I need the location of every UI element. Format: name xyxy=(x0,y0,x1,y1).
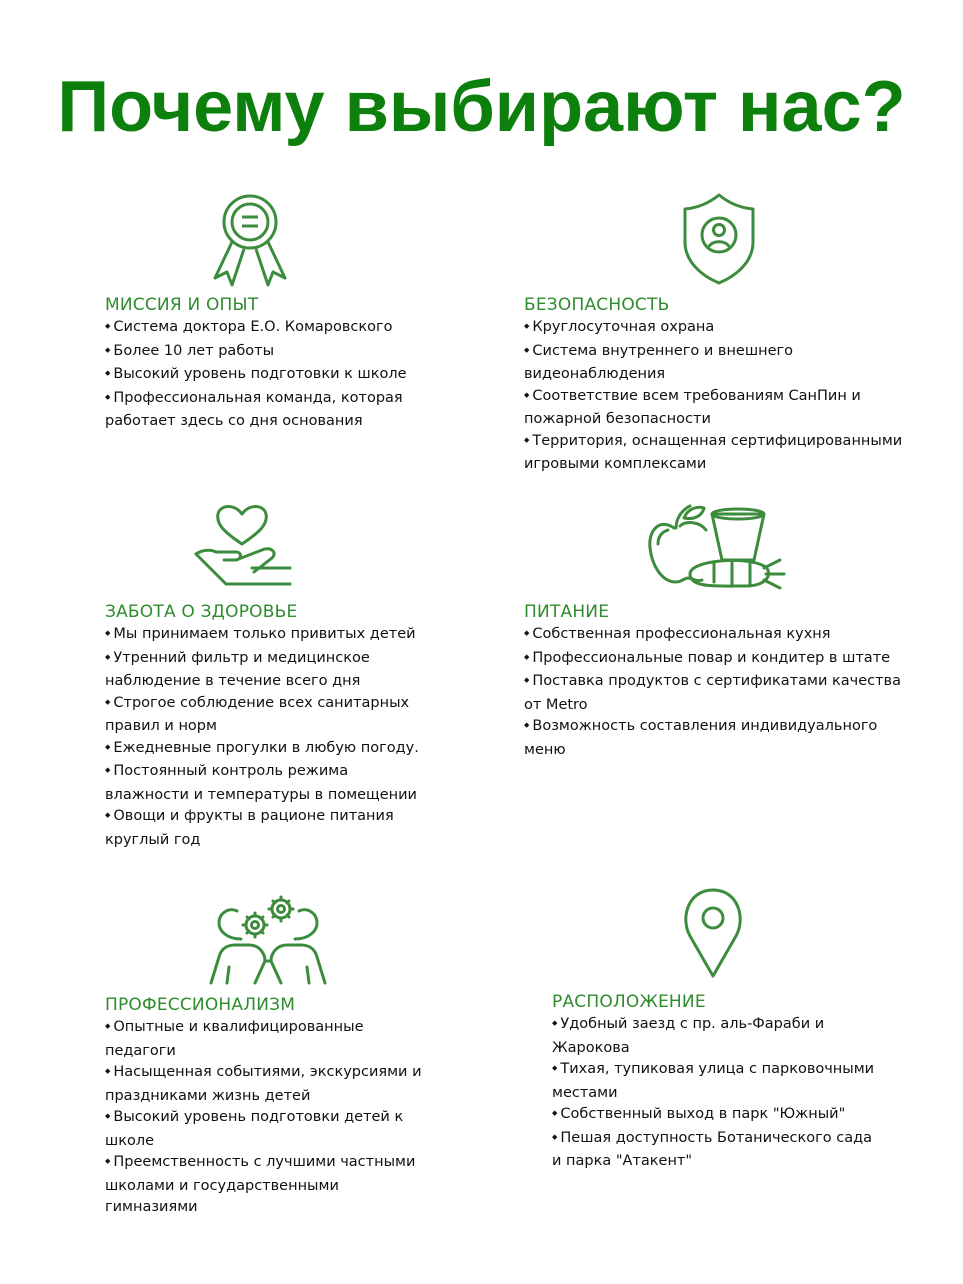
section-location xyxy=(552,991,882,1173)
list-item: ◆ Собственная профессиональная кухня xyxy=(524,624,916,648)
section-professionalism xyxy=(105,994,427,1219)
section-heading: ЗАБОТА О ЗДОРОВЬЕ xyxy=(105,602,298,622)
list-item: ◆ Мы принимаем только привитых детей xyxy=(105,624,423,648)
list-item: ◆ Строгое соблюдение всех санитарных правил и норм xyxy=(105,693,410,738)
list-item: ◆ Высокий уровень подготовки детей к школе xyxy=(105,1107,405,1152)
list-item: ◆ Территория, оснащенная сертифицированными игровыми комплексами xyxy=(524,431,910,476)
list-item: ◆ Система доктора Е.О. Комаровского xyxy=(105,317,415,341)
list-item: ◆ Система внутреннего и внешнего видеонаблюдения xyxy=(524,341,824,386)
list-item: ◆ Собственный выход в парк "Южный" xyxy=(552,1104,882,1128)
list-item: ◆ Пешая доступность Ботанического сада и парка "Атакент" xyxy=(552,1128,882,1173)
list-item: ◆ Тихая, тупиковая улица с парковочными местами xyxy=(552,1059,877,1104)
list-item: ◆ Постоянный контроль режима влажности и температуры в помещении xyxy=(105,761,420,806)
section-heading: ПРОФЕССИОНАЛИЗМ xyxy=(105,995,296,1015)
list-item: ◆ Преемственность с лучшими частными школами и государственными гимназиями xyxy=(105,1152,420,1219)
section-mission xyxy=(105,294,415,433)
food-icon xyxy=(646,500,786,592)
list-item: ◆ Ежедневные прогулки в любую погоду. xyxy=(105,738,423,762)
list-item: ◆ Профессиональные повар и кондитер в штате xyxy=(524,648,916,672)
heart-hand-icon xyxy=(192,502,294,590)
list-item: ◆ Насыщенная событиями, экскурсиями и праздниками жизнь детей xyxy=(105,1062,427,1107)
section-security xyxy=(524,294,910,476)
section-heading: МИССИЯ И ОПЫТ xyxy=(105,295,259,315)
page-title: Почему выбирают нас? xyxy=(57,67,906,147)
list-item: ◆ Поставка продуктов с сертификатами качества от Metro xyxy=(524,671,916,716)
people-gears-icon xyxy=(203,893,333,987)
section-health xyxy=(105,601,423,851)
list-item: ◆ Высокий уровень подготовки к школе xyxy=(105,364,415,388)
list-item: ◆ Соответствие всем требованиям СанПин и пожарной безопасности xyxy=(524,386,869,431)
location-pin-icon xyxy=(682,886,744,980)
list-item: ◆ Удобный заезд с пр. аль-Фараби и Жарокова xyxy=(552,1014,842,1059)
list-item: ◆ Более 10 лет работы xyxy=(105,341,415,365)
section-heading: ПИТАНИЕ xyxy=(524,602,610,622)
award-ribbon-icon xyxy=(208,192,292,288)
list-item: ◆ Возможность составления индивидуального меню xyxy=(524,716,884,761)
section-food xyxy=(524,601,916,761)
list-item: ◆ Круглосуточная охрана xyxy=(524,317,910,341)
list-item: ◆ Овощи и фрукты в рационе питания круглый год xyxy=(105,806,395,851)
list-item: ◆ Утренний фильтр и медицинское наблюдение в течение всего дня xyxy=(105,648,375,693)
list-item: ◆ Опытные и квалифицированные педагоги xyxy=(105,1017,375,1062)
shield-user-icon xyxy=(682,192,756,286)
section-heading: РАСПОЛОЖЕНИЕ xyxy=(552,992,706,1012)
section-heading: БЕЗОПАСНОСТЬ xyxy=(524,295,670,315)
list-item: ◆ Профессиональная команда, которая работает здесь со дня основания xyxy=(105,388,415,433)
